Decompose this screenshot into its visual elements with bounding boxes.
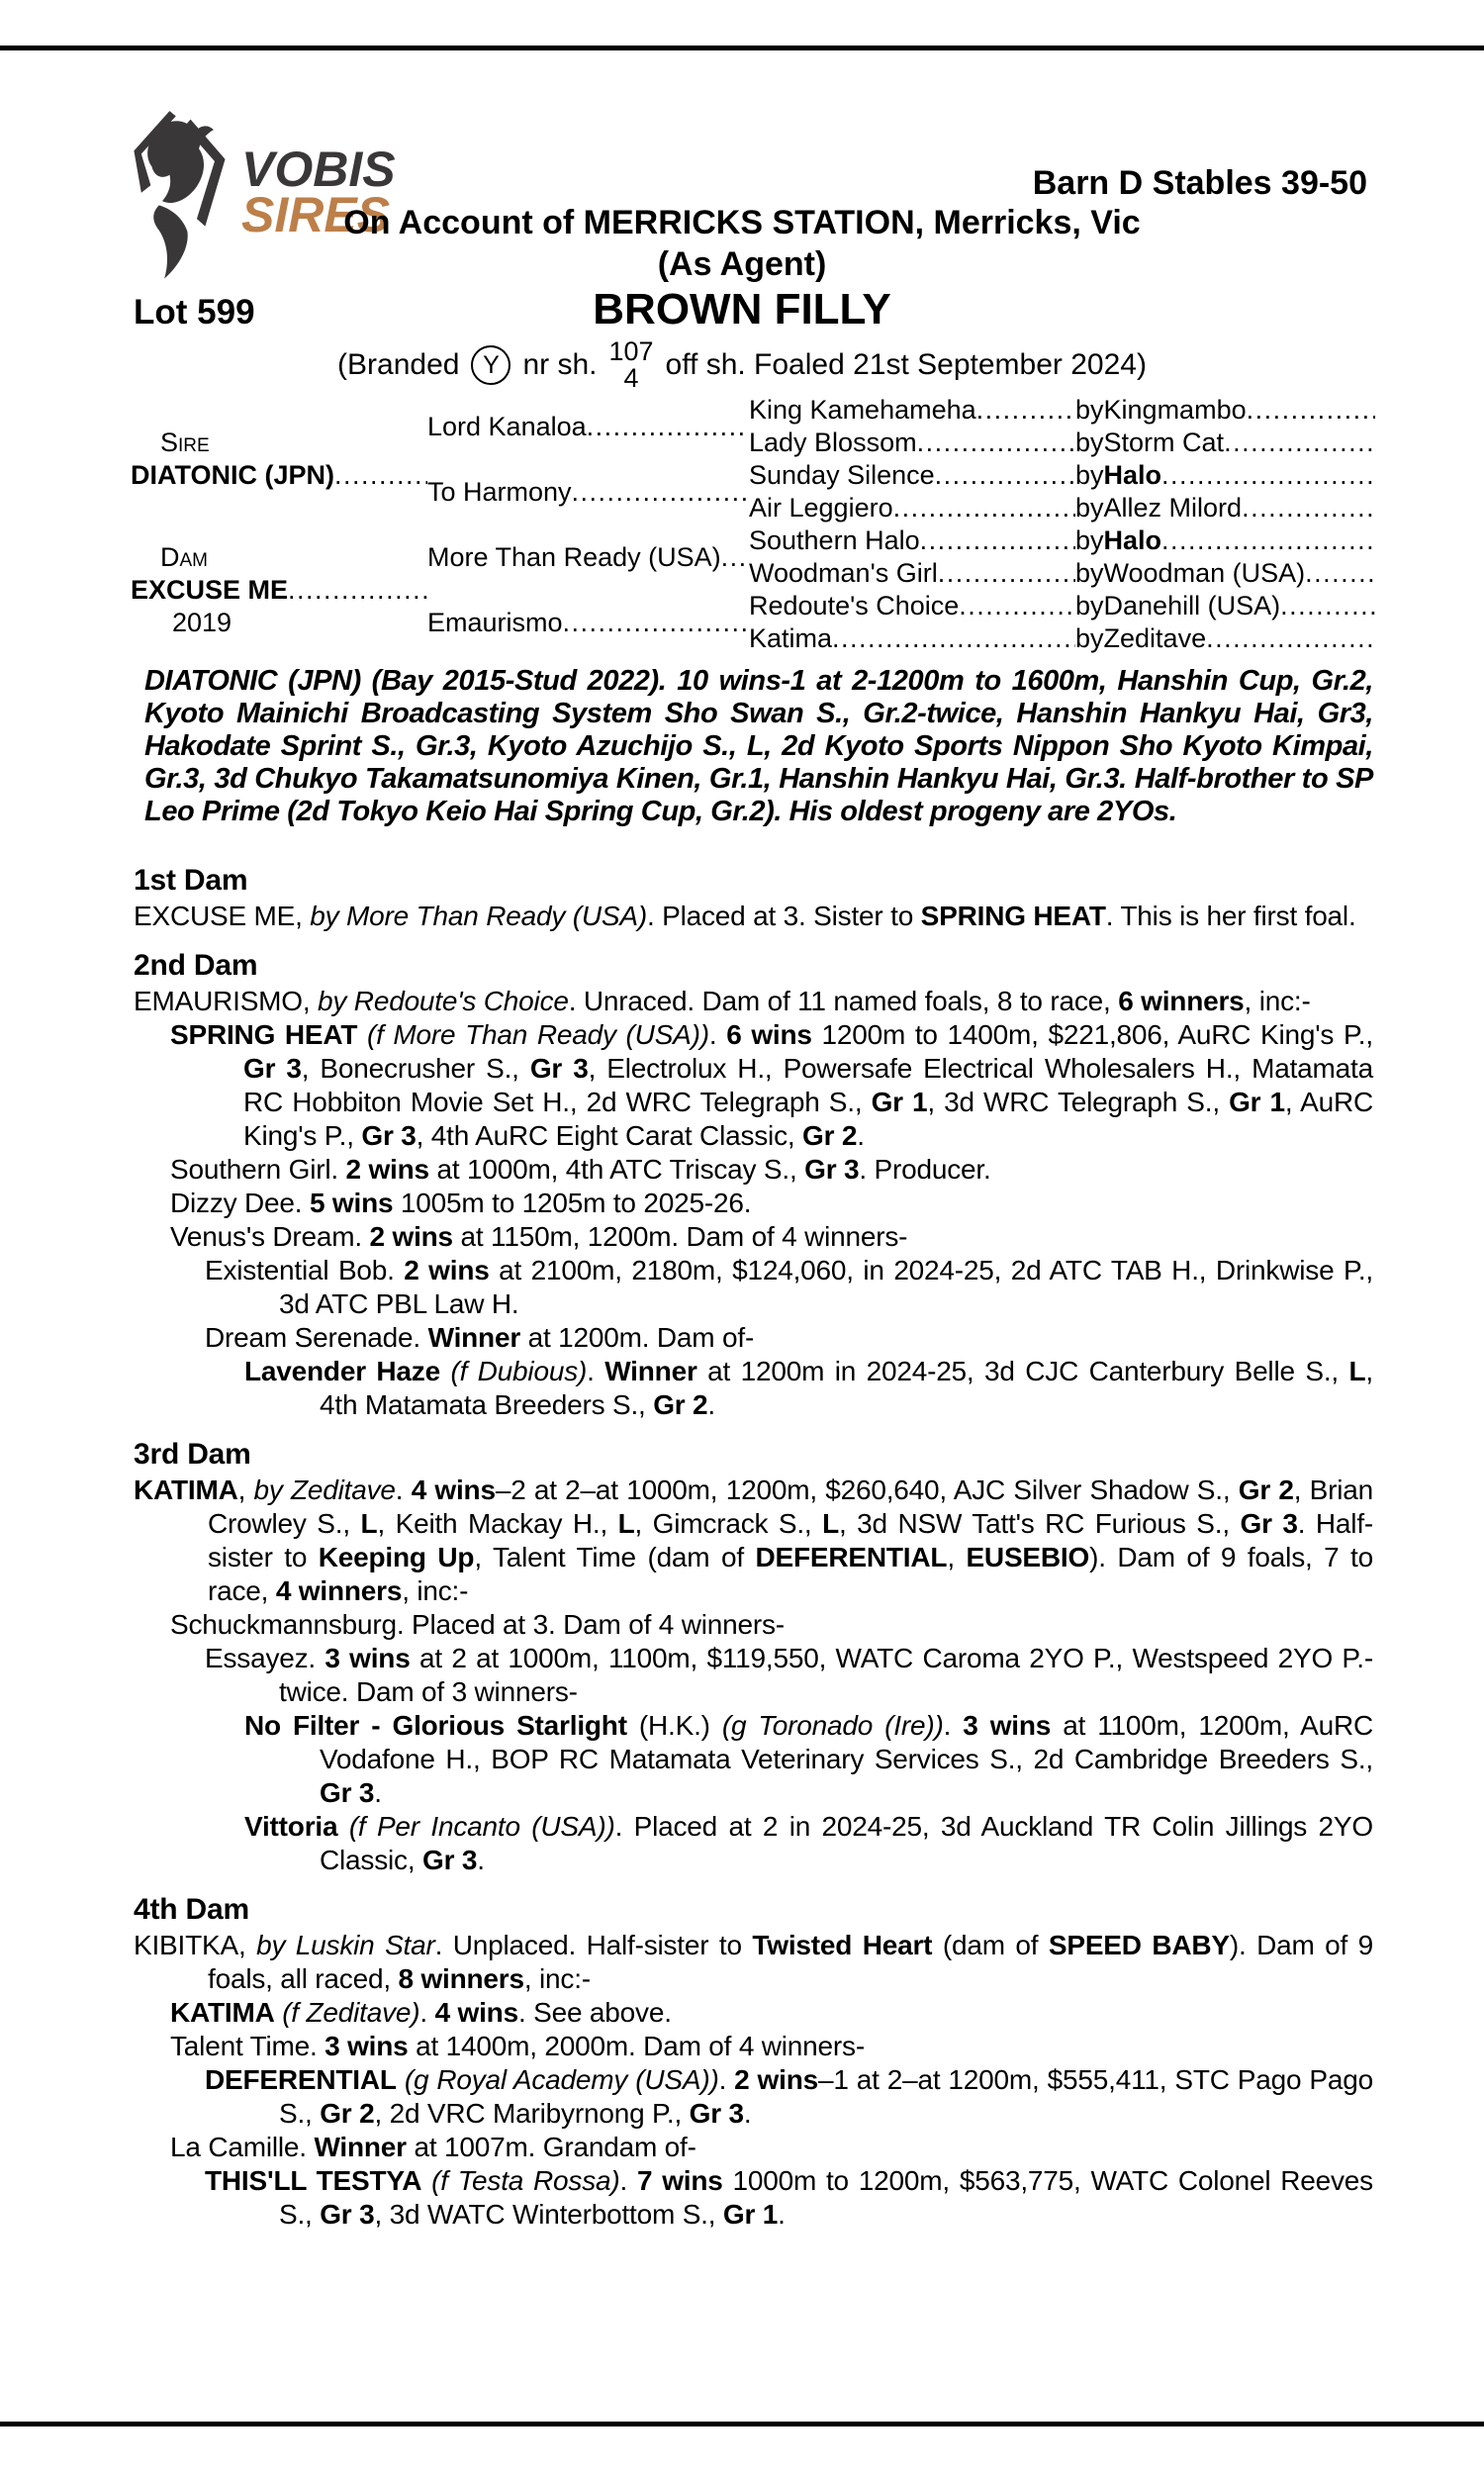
pedigree-parent bbox=[427, 524, 749, 590]
vendor-line: On Account of MERRICKS STATION, Merricks, Vic bbox=[343, 204, 1141, 241]
pedigree-parent bbox=[427, 590, 749, 655]
dam-section-heading: 2nd Dam bbox=[134, 949, 258, 982]
by-label: by bbox=[1075, 395, 1104, 425]
great-grandsire-name: Halo bbox=[1103, 460, 1162, 490]
parent-name-text: To Harmony bbox=[427, 476, 572, 507]
dam-section-heading: 1st Dam bbox=[134, 864, 248, 897]
bottom-rule bbox=[0, 2422, 1484, 2426]
great-grandsire-name: Allez Milord bbox=[1103, 493, 1243, 523]
sire-name bbox=[131, 459, 427, 492]
great-grandsire-name: Storm Cat bbox=[1103, 428, 1225, 457]
dot-leader bbox=[917, 427, 1075, 459]
horse-entry: EMAURISMO, by Redoute's Choice. Unraced. Dam of 11 named foals, 8 to race, 6 winners, inc:- bbox=[134, 986, 1311, 1016]
dot-leader bbox=[288, 574, 427, 607]
great-grandsire-name: Woodman (USA) bbox=[1103, 558, 1306, 588]
by-label: by bbox=[1075, 558, 1104, 588]
lot-title: BROWN FILLY bbox=[593, 285, 891, 333]
horse-entry: THIS'LL TESTYA (f Testa Rossa). 7 wins 1000m to 1200m, $563,775, WATC Colonel Reeves S., Gr 3, 3d WATC Winterbottom S., Gr 1. bbox=[205, 2165, 1373, 2230]
dam-section-heading: 3rd Dam bbox=[134, 1438, 251, 1471]
dot-leader bbox=[1242, 492, 1375, 524]
grandparent-name-text: Woodman's Girl bbox=[749, 558, 938, 588]
horse-entry: DEFERENTIAL (g Royal Academy (USA)). 2 wins–1 at 2–at 1200m, $555,411, STC Pago Pago S., Gr 2, 2d VRC Maribyrnong P., Gr 3. bbox=[205, 2064, 1373, 2129]
horse-entry: Venus's Dream. 2 wins at 1150m, 1200m. Dam of 4 winners- bbox=[170, 1221, 908, 1252]
barn-info: Barn D Stables 39-50 bbox=[1032, 164, 1367, 202]
horse-entry: KATIMA, by Zeditave. 4 wins–2 at 2–at 1000m, 1200m, $260,640, AJC Silver Shadow S., Gr 2, Brian Crowley S., L, Keith Mackay H., L, Gimcrack S., L, 3d NSW Tatt's RC Furious S., Gr 3. Half-sister to Keeping Up, Talent Time (dam of DEFERENTIAL, EUSEBIO). Dam of 9 foals, 7 to race, 4 winners, inc:- bbox=[134, 1475, 1374, 1606]
pedigree-parent bbox=[427, 459, 749, 524]
grandparent-name-text: Air Leggiero bbox=[749, 493, 893, 523]
horse-entry: EXCUSE ME, by More Than Ready (USA). Placed at 3. Sister to SPRING HEAT. This is her first foal. bbox=[134, 901, 1356, 931]
horse-entry: Schuckmannsburg. Placed at 3. Dam of 4 winners- bbox=[170, 1609, 785, 1640]
horse-entry: Vittoria (f Per Incanto (USA)). Placed at 2 in 2024-25, 3d Auckland TR Colin Jillings 2YO Classic, Gr 3. bbox=[244, 1811, 1373, 1875]
dot-leader bbox=[721, 541, 749, 574]
sire-name-text: DIATONIC (JPN) bbox=[131, 460, 335, 490]
grandparent-name bbox=[749, 590, 1075, 622]
grandparent-name bbox=[749, 492, 1075, 524]
pedigree-table bbox=[131, 394, 1375, 655]
brand-number-fraction bbox=[608, 338, 653, 392]
horse-entry: La Camille. Winner at 1007m. Grandam of- bbox=[170, 2132, 696, 2162]
parent-name bbox=[427, 607, 749, 639]
horse-entry: Talent Time. 3 wins at 1400m, 2000m. Dam of 4 winners- bbox=[170, 2031, 865, 2061]
dot-leader bbox=[893, 492, 1075, 524]
brand-symbol-letter: Y bbox=[483, 350, 500, 379]
grandparent-name-text: Katima bbox=[749, 623, 833, 653]
agent-line: (As Agent) bbox=[657, 245, 827, 283]
pedigree-parent bbox=[427, 394, 749, 459]
dot-leader bbox=[938, 557, 1075, 590]
horse-entry: KATIMA (f Zeditave). 4 wins. See above. bbox=[170, 1997, 672, 2028]
grandparent-name-text: King Kamehameha bbox=[749, 395, 976, 425]
branded-suffix: off sh. Foaled 21st September 2024) bbox=[665, 348, 1147, 381]
parent-name-text: More Than Ready (USA) bbox=[427, 541, 721, 572]
brand-number-bottom: 4 bbox=[623, 363, 639, 393]
horse-entry: Dream Serenade. Winner at 1200m. Dam of- bbox=[205, 1322, 755, 1353]
dam-label: Dam bbox=[160, 541, 208, 572]
parent-name-text: Lord Kanaloa bbox=[427, 411, 587, 441]
parent-name bbox=[427, 541, 749, 574]
dam-year: 2019 bbox=[172, 607, 232, 637]
great-grandsire bbox=[1075, 590, 1375, 622]
branded-mid: nr sh. bbox=[522, 348, 598, 381]
branded-prefix: (Branded bbox=[337, 348, 460, 381]
dot-leader bbox=[920, 524, 1075, 557]
by-label: by bbox=[1075, 525, 1104, 555]
great-grandsire bbox=[1075, 524, 1375, 557]
dam-block bbox=[131, 524, 427, 655]
great-grandsire-name: Zeditave bbox=[1103, 623, 1207, 653]
brand-symbol-icon bbox=[471, 345, 510, 385]
dot-leader bbox=[587, 411, 749, 443]
dot-leader bbox=[334, 459, 427, 492]
grandparent-name bbox=[749, 622, 1075, 655]
sire-label: Sire bbox=[160, 428, 210, 457]
parent-name-text: Emaurismo bbox=[427, 607, 563, 637]
branded-line bbox=[0, 338, 1484, 392]
grandparent-name bbox=[749, 427, 1075, 459]
horse-entry: Dizzy Dee. 5 wins 1005m to 1205m to 2025-26. bbox=[170, 1188, 752, 1218]
grandparent-name bbox=[749, 524, 1075, 557]
dam-sections bbox=[134, 863, 1373, 2232]
sire-block bbox=[131, 394, 427, 524]
great-grandsire-name: Kingmambo bbox=[1103, 395, 1247, 425]
dam-name bbox=[131, 574, 427, 607]
dot-leader bbox=[1161, 524, 1375, 557]
dot-leader bbox=[935, 459, 1075, 492]
grandparent-name-text: Southern Halo bbox=[749, 525, 920, 555]
by-label: by bbox=[1075, 428, 1104, 457]
dot-leader bbox=[1305, 557, 1375, 590]
logo-line1: VOBIS bbox=[241, 142, 396, 197]
dot-leader bbox=[1280, 590, 1375, 622]
dot-leader bbox=[832, 622, 1075, 655]
great-grandsire bbox=[1075, 622, 1375, 655]
horse-entry: KIBITKA, by Luskin Star. Unplaced. Half-sister to Twisted Heart (dam of SPEED BABY). Dam of 9 foals, all raced, 8 winners, inc:- bbox=[134, 1930, 1374, 1994]
parent-name bbox=[427, 411, 749, 443]
grandparent-name-text: Sunday Silence bbox=[749, 460, 935, 490]
dot-leader bbox=[959, 590, 1075, 622]
great-grandsire bbox=[1075, 459, 1375, 492]
dot-leader bbox=[572, 476, 749, 509]
grandparent-name bbox=[749, 459, 1075, 492]
dot-leader bbox=[1247, 394, 1375, 427]
dot-leader bbox=[1161, 459, 1375, 492]
horse-entry: SPRING HEAT (f More Than Ready (USA)). 6 wins 1200m to 1400m, $221,806, AuRC King's P., Gr 3, Bonecrusher S., Gr 3, Electrolux H., Powersafe Electrical Wholesalers H., Matamata RC Hobbiton Movie Set H., 2d WRC Telegraph S., Gr 1, 3d WRC Telegraph S., Gr 1, AuRC King's P., Gr 3, 4th AuRC Eight Carat Classic, Gr 2. bbox=[170, 1019, 1373, 1151]
great-grandsire-name: Danehill (USA) bbox=[1103, 591, 1281, 620]
great-grandsire bbox=[1075, 427, 1375, 459]
by-label: by bbox=[1075, 623, 1104, 653]
dot-leader bbox=[1206, 622, 1375, 655]
grandparent-name-text: Redoute's Choice bbox=[749, 591, 960, 620]
parent-name bbox=[427, 476, 749, 509]
by-label: by bbox=[1075, 460, 1104, 490]
horse-entry: Lavender Haze (f Dubious). Winner at 1200m in 2024-25, 3d CJC Canterbury Belle S., L, 4th Matamata Breeders S., Gr 2. bbox=[244, 1356, 1373, 1420]
brand-number-top: 107 bbox=[608, 336, 654, 366]
lot-number: Lot 599 bbox=[134, 293, 255, 332]
logo-line2: SIRES bbox=[241, 187, 391, 242]
grandparent-name bbox=[749, 557, 1075, 590]
grandparent-name bbox=[749, 394, 1075, 427]
top-rule bbox=[0, 46, 1484, 50]
horse-entry: No Filter - Glorious Starlight (H.K.) (g Toronado (Ire)). 3 wins at 1100m, 1200m, AuRC Vodafone H., BOP RC Matamata Veterinary Services S., 2d Cambridge Breeders S., Gr 3. bbox=[244, 1710, 1374, 1808]
horse-entry: Essayez. 3 wins at 2 at 1000m, 1100m, $119,550, WATC Caroma 2YO P., Westspeed 2YO P.-twice. Dam of 3 winners- bbox=[205, 1643, 1373, 1707]
great-grandsire bbox=[1075, 492, 1375, 524]
dot-leader bbox=[563, 607, 749, 639]
dam-name-text: EXCUSE ME bbox=[131, 574, 289, 605]
great-grandsire bbox=[1075, 394, 1375, 427]
great-grandsire-name: Halo bbox=[1103, 525, 1162, 555]
great-grandsire bbox=[1075, 557, 1375, 590]
dot-leader bbox=[1224, 427, 1375, 459]
horse-entry: Existential Bob. 2 wins at 2100m, 2180m, $124,060, in 2024-25, 2d ATC TAB H., Drinkwise P., 3d ATC PBL Law H. bbox=[205, 1255, 1373, 1319]
pedigree-grid bbox=[131, 394, 1375, 655]
grandparent-name-text: Lady Blossom bbox=[749, 428, 917, 457]
by-label: by bbox=[1075, 493, 1104, 523]
dot-leader bbox=[976, 394, 1075, 427]
dam-section-heading: 4th Dam bbox=[134, 1893, 249, 1926]
by-label: by bbox=[1075, 591, 1104, 620]
horse-entry: Southern Girl. 2 wins at 1000m, 4th ATC Triscay S., Gr 3. Producer. bbox=[170, 1154, 991, 1185]
sire-summary: DIATONIC (JPN) (Bay 2015-Stud 2022). 10 wins-1 at 2-1200m to 1600m, Hanshin Cup, Gr.2, Kyoto Mainichi Broadcasting System Sho Swan S., Gr.2-twice, Hanshin Hankyu Hai, Gr3, Hakodate Sprint S., Gr.3, Kyoto Azuchijo S., L, 2d Kyoto Sports Nippon Sho Kyoto Kimpai, Gr.3, 3d Chukyo Takamatsunomiya Kinen, Gr.1, Hanshin Hankyu Hai, Gr.3. Half-brother to SP Leo Prime (2d Tokyo Keio Hai Spring Cup, Gr.2). His oldest progeny are 2YOs. bbox=[144, 665, 1373, 827]
